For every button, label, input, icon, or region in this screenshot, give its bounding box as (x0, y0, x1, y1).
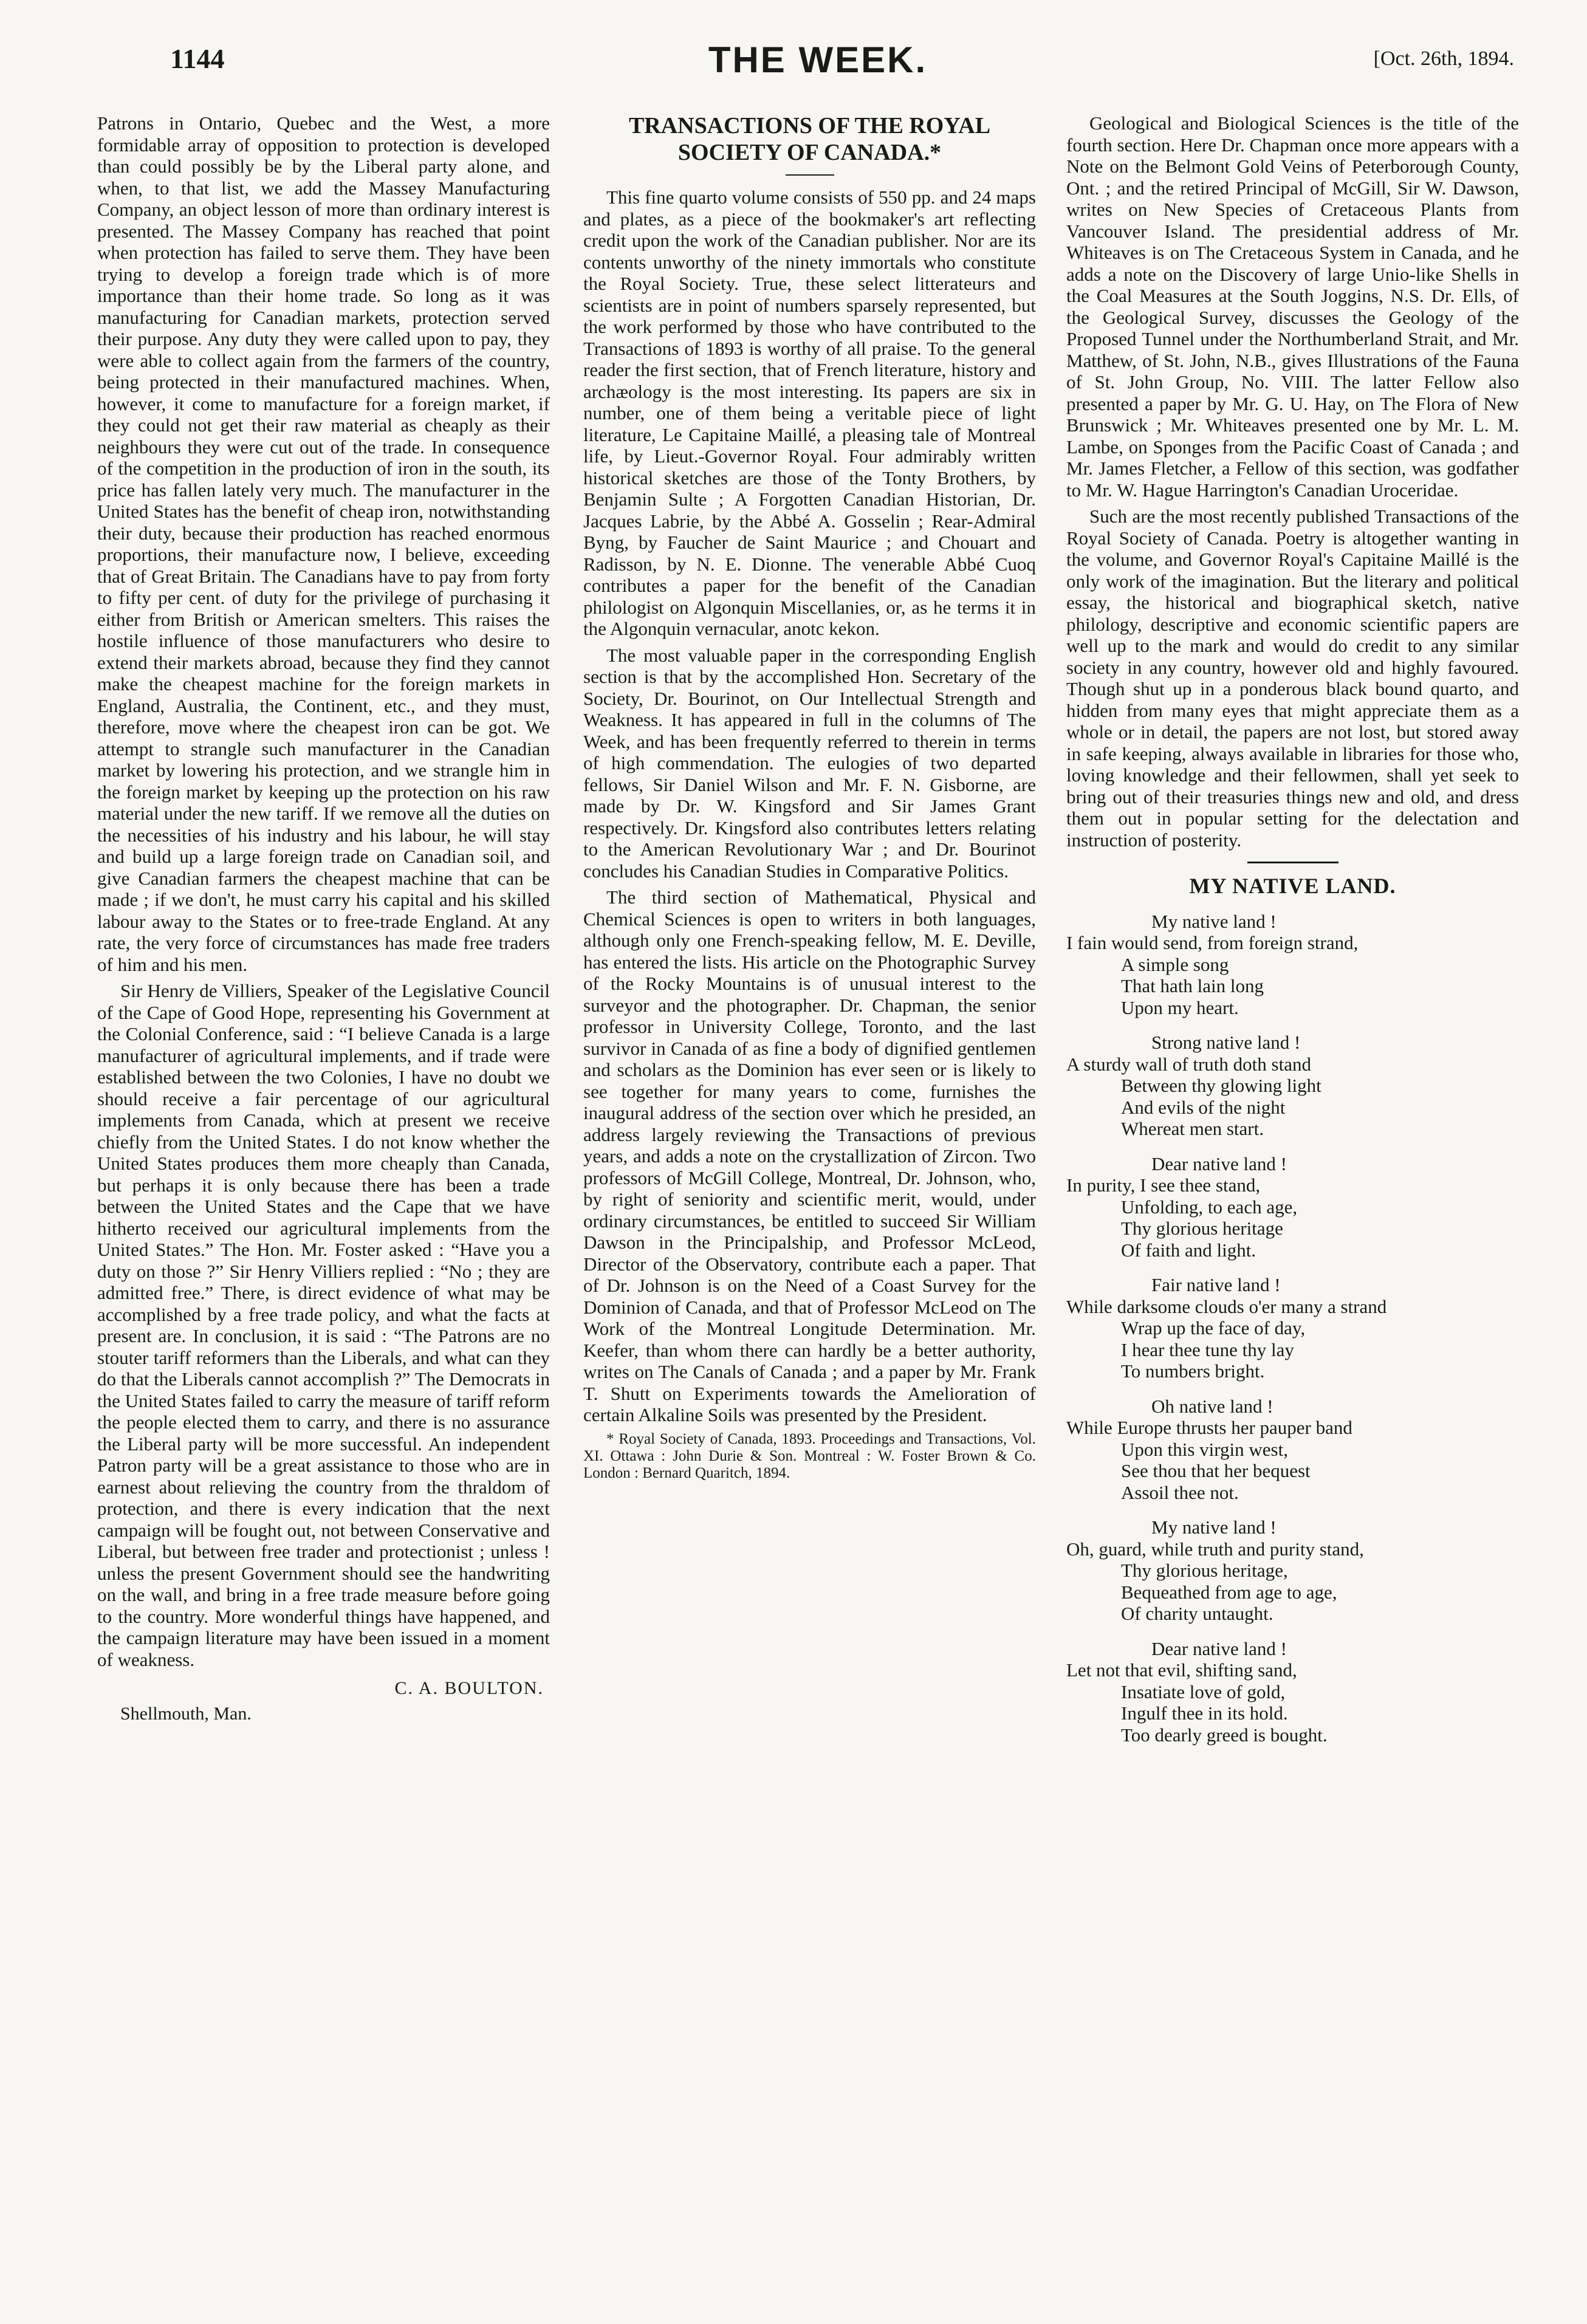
poem-body (1066, 911, 1519, 1746)
poem-line: Strong native land ! (1151, 1032, 1301, 1053)
article-title: TRANSACTIONS OF THE ROYAL SOCIETY OF CANADA.* (628, 113, 991, 165)
article-paragraph: The most valuable paper in the corresponding English section is that by the accomplished Hon. Secretary of the Society, Dr. Bourinot, on Our Intellectual Strength and Weakness. It has appeared in full in the columns of The Week, and has been frequently referred to therein in terms of high commendation. The eulogies of two departed fellows, Sir Daniel Wilson and Mr. F. N. Gisborne, are made by Dr. W. Kingsford and Sir James Grant respectively. Dr. Kingsford also contributes letters relating to the American Revolutionary War ; and Dr. Bourinot concludes his Canadian Studies in Comparative Politics. (583, 644, 1036, 882)
page-number: 1144 (170, 43, 225, 74)
poem-line: That hath lain long (1121, 975, 1264, 996)
poem-line: I hear thee tune thy lay (1121, 1339, 1294, 1360)
article-paragraph: This fine quarto volume consists of 550 pp. and 24 maps and plates, as a piece of the bookmaker's art reflecting credit upon the work of the Canadian publisher. Nor are its contents unworthy of the ninety immortals who constitute the Royal Society. True, these select litterateurs and scientists are in point of numbers sparsely represented, but the work performed by those who have contributed to the Transactions of 1893 is worthy of all praise. To the general reader the first section, that of French literature, history and archæology is the most interesting. Its papers are six in number, one of them being a veritable piece of light literature, Le Capitaine Maillé, a pleasing tale of Montreal life, by Lieut.-Governor Royal. Four admirably written historical sketches are those of the Tonty Brothers, by Benjamin Sulte ; A Forgotten Canadian Historian, Dr. Jacques Labrie, by the Abbé A. Gosselin ; Rear-Admiral Byng, by Faucher de Saint Maurice ; and Chouart and Radisson, by N. E. Dionne. The venerable Abbé Cuoq contributes a paper for the benefit of the Canadian philologist on Algonquin Miscellanies, or, as he terms it in the Algonquin vernacular, anotc kekon. (583, 187, 1036, 639)
poem-stanza (1066, 911, 1519, 1019)
article-paragraph: Sir Henry de Villiers, Speaker of the Legislative Council of the Cape of Good Hope, representing his Government at the Colonial Conference, said : “I believe Canada is a large manufacturer of agricultural implements, and if trade were established between the two Colonies, I have no doubt we should receive a fair percentage of our agricultural implements from Canada, which at present we receive chiefly from the United States. I do not know whether the United States produces them more cheaply than Canada, but perhaps it is only because there has been a trade between the United States and the Cape that we have hitherto received our agricultural implements from the United States.” The Hon. Mr. Foster asked : “Have you a duty on those ?” Sir Henry Villiers replied : “No ; they are admitted free.” There, is direct evidence of what may be accomplished by a free trade policy, and what the facts at present are. In conclusion, it is said : “The Patrons are no stouter tariff reformers than the Liberals, and what can they do that the Liberals cannot accomplish ?” The Democrats in the United States failed to carry the measure of tariff reform the people elected them to carry, and there is no assurance the Liberal party will be more successful. An independent Patron party will be a great assistance to those who are in earnest about relieving the country from the thraldom of protection, and there is every indication that the next campaign will be fought out, not between Conservative and Liberal, but between free trader and protectionist ; unless ! unless the present Government should see the handwriting on the wall, and bring in a free trade measure before going to the country. More wonderful things have happened, and the campaign literature may have been issued in a moment of weakness. (97, 980, 550, 1670)
poem-line: Ingulf thee in its hold. (1121, 1702, 1288, 1724)
article-paragraph: Such are the most recently published Transactions of the Royal Society of Canada. Poetry is altogether wanting in the volume, and Governor Royal's Capitaine Maillé is the only work of the imagination. But the literary and political essay, the historical and biographical sketch, native philology, descriptive and economic scientific papers are well up to the mark and would do credit to any similar society in any country, however old and highly favoured. Though shut up in a ponderous black bound quarto, and hidden from many eyes that might appreciate them as a whole or in detail, the papers are not lost, but stored away in safe keeping, always available in libraries for those who, loving knowledge and their fellowmen, shall yet seek to bring out of their treasuries things new and old, and dress them out in popular setting for the delectation and instruction of posterity. (1066, 506, 1519, 851)
poem-line: Of charity untaught. (1121, 1603, 1273, 1624)
title-rule (786, 174, 834, 176)
poem-line: To numbers bright. (1121, 1360, 1265, 1382)
poem-line: A sturdy wall of truth doth stand (1066, 1053, 1311, 1075)
poem-line: And evils of the night (1121, 1096, 1286, 1118)
article-paragraph: Geological and Biological Sciences is the title of the fourth section. Here Dr. Chapman once more appears with a Note on the Belmont Gold Veins of Peterborough County, Ont. ; and the retired Principal of McGill, Sir W. Dawson, writes on New Species of Cretaceous Plants from Vancouver Island. The presidential address of Mr. Whiteaves is on The Cretaceous System in Canada, and he adds a note on the Discovery of large Unio-like Shells in the Coal Measures at the South Joggins, N.S. Dr. Ells, of the Geological Survey, discusses the Geology of the Proposed Tunnel under the Northumberland Strait, and Mr. Matthew, of St. John, N.B., gives Illustrations of the Fauna of St. John Group, No. VIII. The latter Fellow also presented a paper by Mr. G. U. Hay, on The Flora of New Brunswick ; Mr. Whiteaves presented one by Mr. L. M. Lambe, on Sponges from the Pacific Coast of Canada ; and Mr. James Fletcher, a Fellow of this section, was godfather to Mr. W. Hague Harrington's Canadian Uroceridae. (1066, 112, 1519, 501)
poem-line: A simple song (1121, 953, 1229, 975)
poem-stanza (1066, 1274, 1519, 1382)
poem-line: Upon this virgin west, (1121, 1438, 1288, 1460)
poem-line: Between thy glowing light (1121, 1075, 1321, 1096)
poem-line: My native land ! (1151, 910, 1277, 932)
poem-stanza (1066, 1517, 1519, 1625)
poem-line: My native land ! (1151, 1517, 1277, 1538)
poem-line: Bequeathed from age to age, (1121, 1581, 1337, 1603)
poem-line: Fair native land ! (1151, 1274, 1281, 1295)
poem-line: I fain would send, from foreign strand, (1066, 932, 1359, 953)
poem-stanza (1066, 1032, 1519, 1140)
issue-date: [Oct. 26th, 1894. (1373, 47, 1514, 70)
poem-line: Unfolding, to each age, (1121, 1196, 1298, 1218)
poem-line: Assoil thee not. (1121, 1481, 1239, 1503)
poem-line: Upon my heart. (1121, 996, 1239, 1018)
poem-line: Let not that evil, shifting sand, (1066, 1659, 1297, 1681)
poem-line: Whereat men start. (1121, 1118, 1264, 1139)
author-location: Shellmouth, Man. (120, 1703, 252, 1724)
poem-line: Too dearly greed is bought. (1121, 1724, 1328, 1746)
poem-line: Oh, guard, while truth and purity stand, (1066, 1538, 1364, 1560)
column-right (1066, 112, 1519, 1759)
poem-line: Insatiate love of gold, (1121, 1681, 1286, 1702)
poem-stanza (1066, 1153, 1519, 1261)
masthead (122, 39, 1514, 97)
poem-line: Thy glorious heritage (1121, 1218, 1283, 1239)
poem-line: Of faith and light. (1121, 1239, 1256, 1261)
column-left (97, 112, 550, 1729)
section-divider (1247, 862, 1338, 863)
poem-line: In purity, I see thee stand, (1066, 1174, 1261, 1196)
poem-line: While Europe thrusts her pauper band (1066, 1417, 1352, 1438)
poem-line: Oh native land ! (1151, 1395, 1273, 1417)
poem-line: While darksome clouds o'er many a strand (1066, 1295, 1387, 1317)
poem-line: See thou that her bequest (1121, 1460, 1311, 1481)
poem-line: Wrap up the face of day, (1121, 1317, 1306, 1339)
journal-title: THE WEEK. (708, 39, 928, 80)
poem-line: Thy glorious heritage, (1121, 1560, 1288, 1581)
column-middle (583, 112, 1036, 1487)
footnote: * Royal Society of Canada, 1893. Proceedings and Transactions, Vol. XI. Ottawa : John Durie & Son. Montreal : W. Foster Brown & Co. London : Bernard Quaritch, 1894. (583, 1430, 1036, 1481)
poem-stanza (1066, 1638, 1519, 1746)
author-signature: C. A. BOULTON. (394, 1678, 544, 1698)
poem-stanza (1066, 1396, 1519, 1504)
poem-title: MY NATIVE LAND. (1189, 874, 1396, 898)
poem-line: Dear native land ! (1151, 1153, 1287, 1174)
article-paragraph: Patrons in Ontario, Quebec and the West, a more formidable array of opposition to protection is developed than could possibly be by the Liberal party alone, and when, to that list, we add the Massey Manufacturing Company, an object lesson of more than ordinary interest is presented. The Massey Company has reached that point when protection has failed to serve them. They have been trying to develop a foreign trade which is of more importance than their home trade. So long as it was manufacturing for Canadian markets, protection served their purpose. Any duty they were called upon to pay, they were able to collect again from the farmers of the country, being protected in their manufactured machines. When, however, it come to manufacture for a foreign market, if they could not get their raw material as cheaply as their neighbours they were cut out of the trade. In consequence of the competition in the production of iron in the south, its price has fallen lately very much. The manufacturer in the United States has the benefit of cheap iron, notwithstanding their duty, because their production has reached enormous proportions, their manufacture now, I believe, exceeding that of Great Britain. The Canadians have to pay from forty to fifty per cent. of duty for the privilege of purchasing it either from British or American smelters. This raises the hostile influence of those manufacturers who desire to extend their markets abroad, because they find they cannot make the cheapest machine for the foreign markets in England, Australia, the Continent, etc., and they must, therefore, move where the cheapest iron can be got. We attempt to strangle such manufacturer in the Canadian market by lowering his protection, and we strangle him in the foreign market by keeping up the protection on his raw material under the new tariff. If we remove all the duties on the necessities of his industry and his labour, he will stay and build up a large foreign trade on Canadian soil, and give Canadian farmers the cheapest machine that can be made ; if we don't, he must carry his capital and his skilled labour away to the States or to free-trade England. At any rate, the very force of circumstances has made free traders of him and his men. (97, 112, 550, 975)
article-paragraph: The third section of Mathematical, Physical and Chemical Sciences is open to writers in both languages, although only one French-speaking fellow, M. E. Deville, has entered the lists. His article on the Photographic Survey of the Rocky Mountains is of unusual interest to the surveyor and the photographer. Dr. Chapman, the senior professor in University College, Toronto, and the last survivor in Canada of as fine a body of dignified gentlemen and scholars as the Dominion has ever seen or is likely to see together for many years to come, furnishes the inaugural address of the section over which he presided, an address largely reviewing the Transactions of previous years, and adds a note on the crystallization of Zircon. Two professors of McGill College, Montreal, Dr. Johnson, who, by right of seniority and scientific merit, would, under ordinary circumstances, be entitled to succeed Sir William Dawson in the Principalship, and Professor McLeod, Director of the Observatory, contribute each a paper. That of Dr. Johnson is on the Need of a Coast Survey for the Dominion of Canada, and that of Professor McLeod on The Work of the Montreal Longitude Determination. Mr. Keefer, than whom there can hardly be a better authority, writes on The Canals of Canada ; and a paper by Mr. Frank T. Shutt on Experiments towards the Amelioration of certain Alkaline Soils was presented by the President. (583, 886, 1036, 1425)
poem-line: Dear native land ! (1151, 1637, 1287, 1659)
